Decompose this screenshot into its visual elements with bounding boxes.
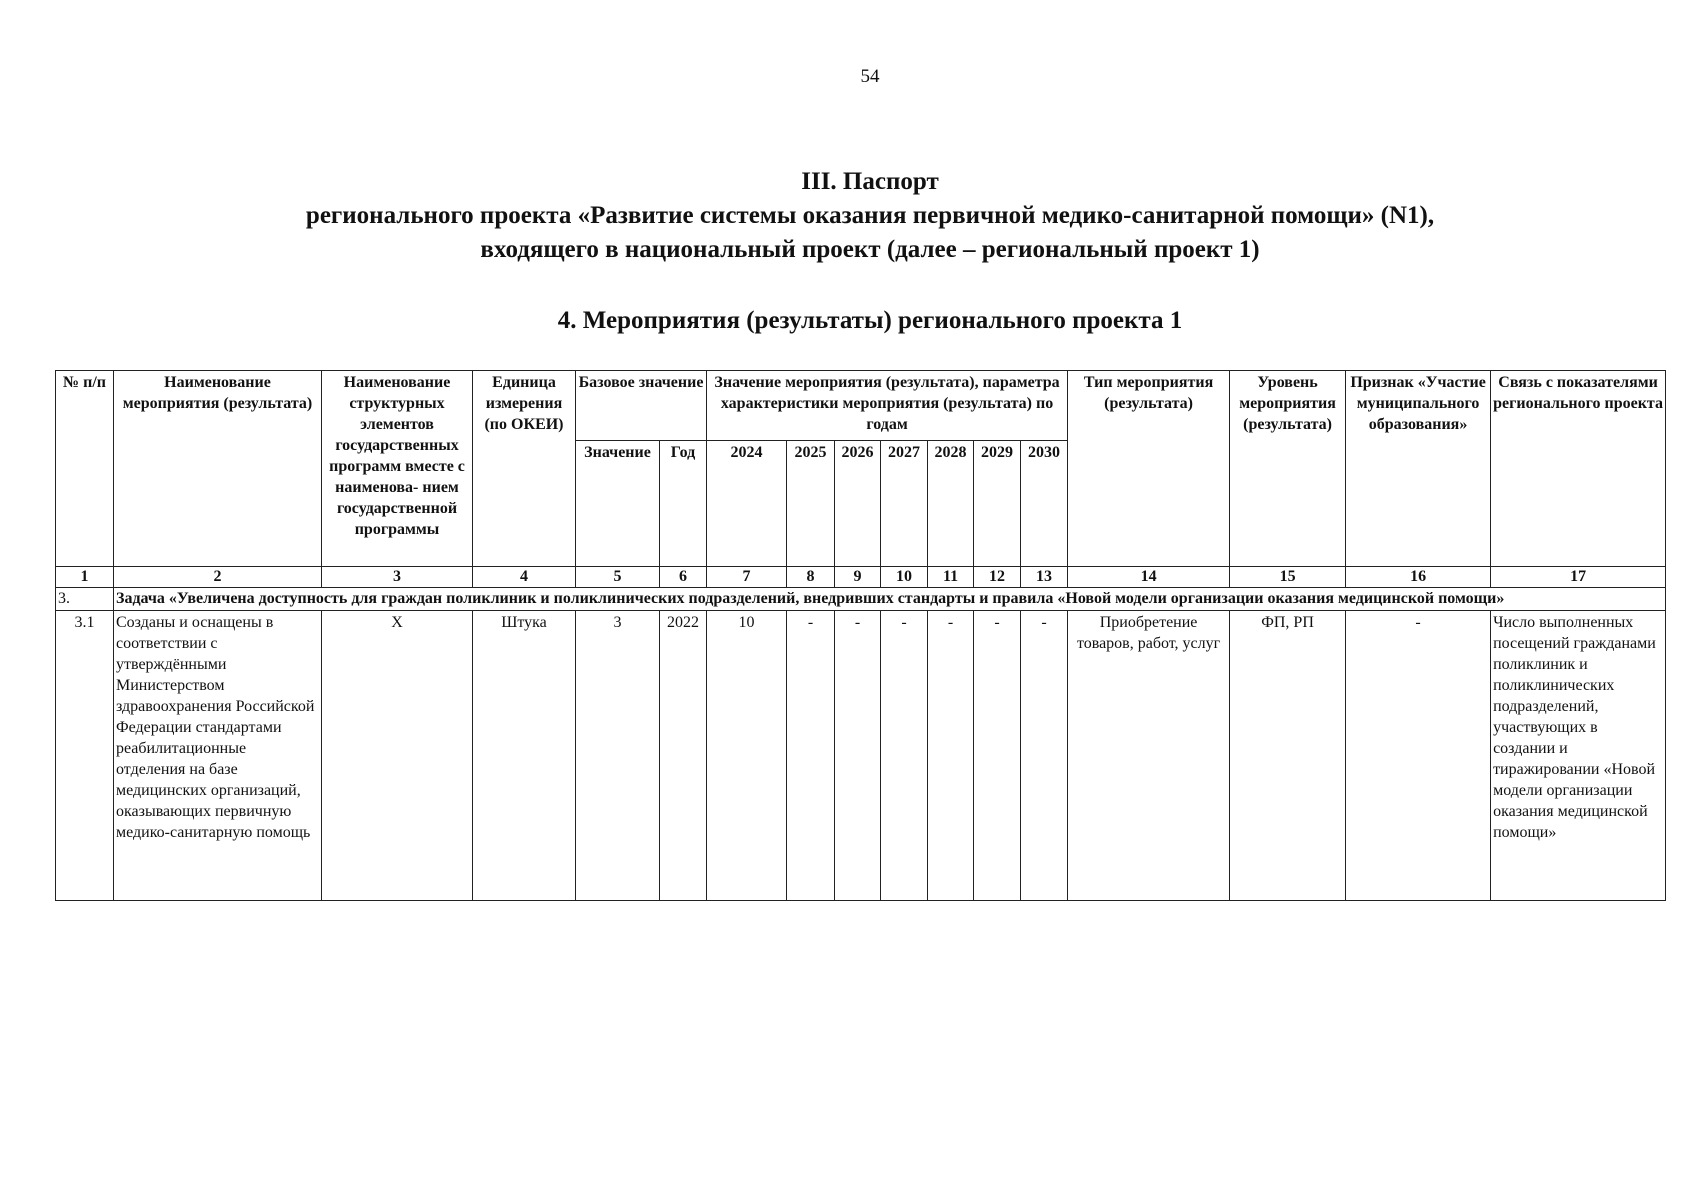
column-number: 3 <box>322 567 473 588</box>
column-number: 10 <box>881 567 928 588</box>
row-value-2028: - <box>928 611 974 901</box>
title-line-2: регионального проекта «Развитие системы оказания первичной медико-санитарной помощи» (N1), <box>305 202 1435 229</box>
header-year-2025: 2025 <box>787 441 835 567</box>
row-municipal: - <box>1346 611 1491 901</box>
row-name: Созданы и оснащены в соответствии с утверждёнными Министерством здравоохранения Российской Федерации стандартами реабилитационные отделения на базе медицинских организаций, оказывающих первичную медико-санитарную помощь <box>114 611 322 901</box>
title-line-1: III. Паспорт <box>801 168 939 195</box>
column-number: 7 <box>707 567 787 588</box>
header-type: Тип мероприятия (результата) <box>1068 371 1230 567</box>
column-number: 8 <box>787 567 835 588</box>
header-link: Связь с показателями регионального проекта <box>1491 371 1666 567</box>
measures-table <box>55 370 1666 901</box>
header-struct: Наименование структурных элементов государственных программ вместе с наименова- нием государственной программы <box>322 371 473 567</box>
row-level: ФП, РП <box>1230 611 1346 901</box>
row-type: Приобретение товаров, работ, услуг <box>1068 611 1230 901</box>
header-base: Базовое значение <box>576 371 707 441</box>
header-values: Значение мероприятия (результата), параметра характеристики мероприятия (результата) по годам <box>707 371 1068 441</box>
column-number: 5 <box>576 567 660 588</box>
column-number: 12 <box>974 567 1021 588</box>
title-line-3: входящего в национальный проект (далее – региональный проект 1) <box>480 236 1260 263</box>
row-value-2024: 10 <box>707 611 787 901</box>
task-num: 3. <box>56 588 114 611</box>
header-year-2030: 2030 <box>1021 441 1068 567</box>
row-unit: Штука <box>473 611 576 901</box>
page-number: 54 <box>860 66 880 87</box>
section-title: 4. Мероприятия (результаты) регионального проекта 1 <box>557 307 1183 334</box>
row-num: 3.1 <box>56 611 114 901</box>
row-struct: Х <box>322 611 473 901</box>
column-number: 17 <box>1491 567 1666 588</box>
row-link: Число выполненных посещений гражданами поликлиник и поликлинических подразделений, участвующих в создании и тиражировании «Новой модели организации оказания медицинской помощи» <box>1491 611 1666 901</box>
column-number: 1 <box>56 567 114 588</box>
row-value-2026: - <box>835 611 881 901</box>
header-name: Наименование мероприятия (результата) <box>114 371 322 567</box>
header-row-1 <box>56 371 1666 441</box>
task-row <box>56 588 1666 611</box>
task-text: Задача «Увеличена доступность для граждан поликлиник и поликлинических подразделений, внедривших стандарты и правила «Новой модели организации оказания медицинской помощи» <box>114 588 1666 611</box>
header-num: № п/п <box>56 371 114 567</box>
column-number: 14 <box>1068 567 1230 588</box>
row-value-2030: - <box>1021 611 1068 901</box>
row-value-2027: - <box>881 611 928 901</box>
row-base-year: 2022 <box>660 611 707 901</box>
table-row <box>56 611 1666 901</box>
header-base-year: Год <box>660 441 707 567</box>
row-base-value: 3 <box>576 611 660 901</box>
header-base-value: Значение <box>576 441 660 567</box>
column-number-row <box>56 567 1666 588</box>
header-level: Уровень мероприятия (результата) <box>1230 371 1346 567</box>
header-year-2026: 2026 <box>835 441 881 567</box>
header-municipal: Признак «Участие муниципального образования» <box>1346 371 1491 567</box>
column-number: 2 <box>114 567 322 588</box>
header-year-2024: 2024 <box>707 441 787 567</box>
header-year-2029: 2029 <box>974 441 1021 567</box>
header-year-2028: 2028 <box>928 441 974 567</box>
column-number: 13 <box>1021 567 1068 588</box>
column-number: 6 <box>660 567 707 588</box>
column-number: 16 <box>1346 567 1491 588</box>
column-number: 4 <box>473 567 576 588</box>
header-year-2027: 2027 <box>881 441 928 567</box>
row-value-2029: - <box>974 611 1021 901</box>
column-number: 9 <box>835 567 881 588</box>
row-value-2025: - <box>787 611 835 901</box>
document-title <box>0 165 1703 267</box>
column-number: 11 <box>928 567 974 588</box>
column-number: 15 <box>1230 567 1346 588</box>
header-unit: Единица измерения (по ОКЕИ) <box>473 371 576 567</box>
